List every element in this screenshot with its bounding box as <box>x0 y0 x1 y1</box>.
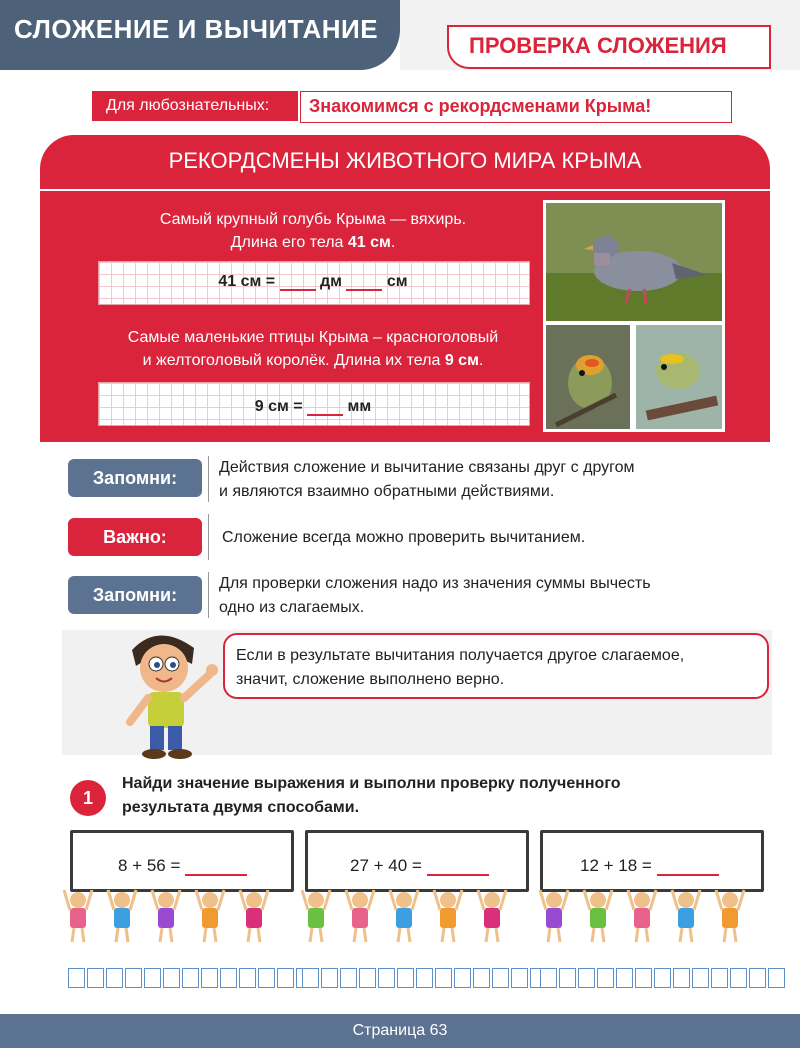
answer-cells-3[interactable] <box>540 968 787 988</box>
section-title: СЛОЖЕНИЕ И ВЫЧИТАНИЕ <box>14 14 379 44</box>
pigeon-text <box>98 208 528 254</box>
page-number: Страница 63 <box>352 1022 448 1039</box>
kinglet-mm-blank[interactable] <box>307 414 343 416</box>
pigeon-cm-blank[interactable] <box>346 289 382 291</box>
footer-bar <box>0 1014 800 1048</box>
pigeon-line-1: Самый крупный голубь Крыма — вяхирь. <box>159 211 467 228</box>
kinglet-line-1: Самые маленькие птицы Крыма – красноголовый <box>127 329 499 346</box>
answer-blank-1[interactable] <box>185 858 247 876</box>
topic-title: ПРОВЕРКА СЛОЖЕНИЯ <box>469 33 727 58</box>
section-tab <box>0 0 400 70</box>
kinglet-line-2: и желтоголовый королёк. Длина их тела 9 см. <box>142 352 484 369</box>
pigeon-line-2: Длина его тела 41 см. <box>230 234 396 251</box>
wood-pigeon-photo <box>543 200 725 324</box>
curious-label: Для любознательных: <box>106 97 270 114</box>
answer-cells-2[interactable] <box>302 968 549 988</box>
records-title: РЕКОРДСМЕНЫ ЖИВОТНОГО МИРА КРЫМА <box>168 148 642 173</box>
curious-label-box <box>92 91 298 121</box>
memo-tag-important: Важно: <box>68 518 202 556</box>
memo-text-2: Сложение всегда можно проверить вычитанием. <box>222 529 586 546</box>
curious-title-box <box>300 91 732 123</box>
expression-1: 8 + 56 = <box>118 856 247 876</box>
curious-title: Знакомимся с рекордсменами Крыма! <box>309 96 652 116</box>
exercise-number: 1 <box>70 780 106 816</box>
firecrest-photo <box>543 322 633 432</box>
exercise-task: Найди значение выражения и выполни проверку полученного результата двумя способами. <box>122 775 621 816</box>
answer-blank-3[interactable] <box>657 858 719 876</box>
cartoon-boy-illustration <box>112 628 232 763</box>
answer-blank-2[interactable] <box>427 858 489 876</box>
hint-text: Если в результате вычитания получается другое слагаемое, значит, сложение выполнено верно. <box>236 647 685 688</box>
kinglet-equation: 9 см = мм <box>254 398 372 415</box>
memo-divider-2 <box>208 514 209 560</box>
memo-text-3: Для проверки сложения надо из значения суммы вычесть одно из слагаемых. <box>219 575 651 616</box>
memo-text-1: Действия сложение и вычитание связаны друг с другом и являются взаимно обратными действиями. <box>219 459 635 500</box>
answer-cells-1[interactable] <box>68 968 315 988</box>
expression-2: 27 + 40 = <box>350 856 489 876</box>
memo-tag-remember-2: Запомни: <box>68 576 202 614</box>
pigeon-dm-blank[interactable] <box>280 289 316 291</box>
expression-3: 12 + 18 = <box>580 856 719 876</box>
memo-divider-3 <box>208 572 209 618</box>
holding-children-illustration <box>62 886 768 948</box>
kinglet-text <box>98 326 528 372</box>
memo-divider-1 <box>208 456 209 502</box>
pigeon-equation: 41 см = дм см <box>218 273 408 290</box>
records-divider <box>40 189 770 191</box>
topic-box <box>447 25 771 69</box>
memo-tag-remember-1: Запомни: <box>68 459 202 497</box>
goldcrest-photo <box>633 322 725 432</box>
